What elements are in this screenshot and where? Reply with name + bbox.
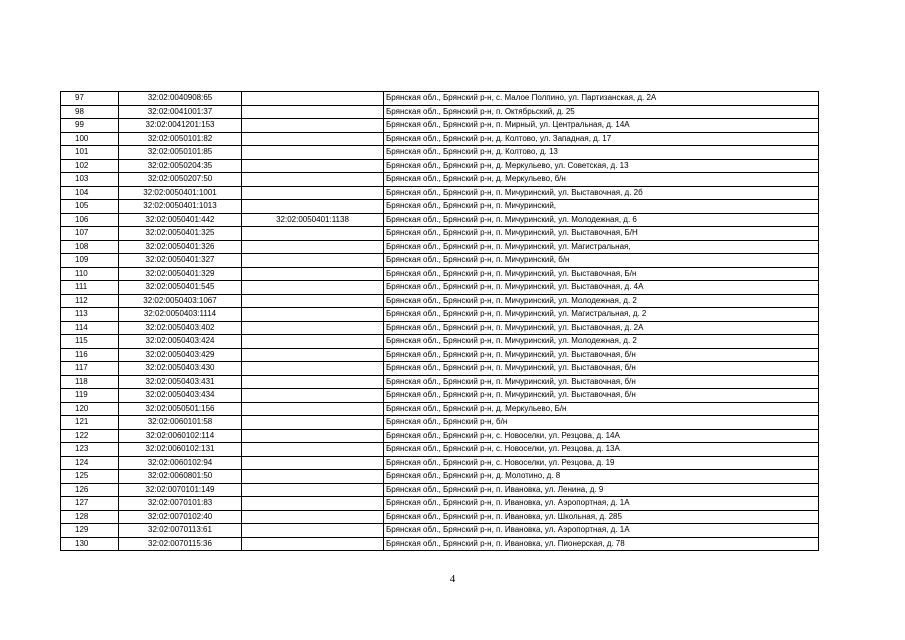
table-row: [61, 227, 819, 241]
row-number-cell: 123: [61, 443, 119, 457]
row-number-cell: 129: [61, 524, 119, 538]
address-table-body: [61, 92, 819, 551]
address-cell: Брянская обл., Брянский р-н, б/н: [384, 416, 819, 430]
additional-cadastral-number-cell: [242, 267, 384, 281]
additional-cadastral-number-cell: [242, 132, 384, 146]
cadastral-number-cell: 32:02:0050401:1001: [119, 186, 242, 200]
table-row: [61, 524, 819, 538]
address-cell: Брянская обл., Брянский р-н, п. Мичуринский, ул. Выставочная, д. 4А: [384, 281, 819, 295]
additional-cadastral-number-cell: [242, 321, 384, 335]
additional-cadastral-number-cell: [242, 483, 384, 497]
cadastral-number-cell: 32:02:0041201:153: [119, 119, 242, 133]
row-number-cell: 122: [61, 429, 119, 443]
address-cell: Брянская обл., Брянский р-н, д. Колтово, ул. Западная, д. 17: [384, 132, 819, 146]
row-number-cell: 114: [61, 321, 119, 335]
cadastral-number-cell: 32:02:0050403:424: [119, 335, 242, 349]
row-number-cell: 119: [61, 389, 119, 403]
row-number-cell: 101: [61, 146, 119, 160]
cadastral-number-cell: 32:02:0050403:431: [119, 375, 242, 389]
cadastral-number-cell: 32:02:0050403:434: [119, 389, 242, 403]
additional-cadastral-number-cell: [242, 416, 384, 430]
cadastral-number-cell: 32:02:0040908:65: [119, 92, 242, 106]
cadastral-number-cell: 32:02:0050401:327: [119, 254, 242, 268]
table-row: [61, 389, 819, 403]
additional-cadastral-number-cell: [242, 497, 384, 511]
table-row: [61, 335, 819, 349]
cadastral-number-cell: 32:02:0050401:1013: [119, 200, 242, 214]
cadastral-number-cell: 32:02:0070101:83: [119, 497, 242, 511]
table-row: [61, 173, 819, 187]
address-cell: Брянская обл., Брянский р-н, д. Молотино, д. 8: [384, 470, 819, 484]
row-number-cell: 99: [61, 119, 119, 133]
table-row: [61, 510, 819, 524]
cadastral-number-cell: 32:02:0060801:50: [119, 470, 242, 484]
row-number-cell: 128: [61, 510, 119, 524]
address-cell: Брянская обл., Брянский р-н, д. Меркульево, Б/н: [384, 402, 819, 416]
cadastral-number-cell: 32:02:0060102:94: [119, 456, 242, 470]
row-number-cell: 104: [61, 186, 119, 200]
table-row: [61, 281, 819, 295]
additional-cadastral-number-cell: [242, 443, 384, 457]
address-cell: Брянская обл., Брянский р-н, п. Мичуринский, ул. Молодежная, д. 2: [384, 294, 819, 308]
additional-cadastral-number-cell: [242, 173, 384, 187]
additional-cadastral-number-cell: [242, 362, 384, 376]
row-number-cell: 121: [61, 416, 119, 430]
cadastral-number-cell: 32:02:0050101:85: [119, 146, 242, 160]
additional-cadastral-number-cell: [242, 159, 384, 173]
table-row: [61, 186, 819, 200]
row-number-cell: 111: [61, 281, 119, 295]
table-row: [61, 537, 819, 551]
address-cell: Брянская обл., Брянский р-н, п. Мичуринский, ул. Выставочная, б/н: [384, 389, 819, 403]
additional-cadastral-number-cell: [242, 281, 384, 295]
cadastral-number-cell: 32:02:0060101:58: [119, 416, 242, 430]
row-number-cell: 103: [61, 173, 119, 187]
cadastral-number-cell: 32:02:0050401:325: [119, 227, 242, 241]
row-number-cell: 124: [61, 456, 119, 470]
address-cell: Брянская обл., Брянский р-н, с. Новоселки, ул. Резцова, д. 14А: [384, 429, 819, 443]
address-cell: Брянская обл., Брянский р-н, п. Ивановка, ул. Аэропортная, д. 1А: [384, 497, 819, 511]
address-cell: Брянская обл., Брянский р-н, п. Ивановка, ул. Школьная, д. 285: [384, 510, 819, 524]
row-number-cell: 98: [61, 105, 119, 119]
cadastral-number-cell: 32:02:0060102:131: [119, 443, 242, 457]
address-cell: Брянская обл., Брянский р-н, п. Мичуринский, ул. Выставочная, Б/Н: [384, 227, 819, 241]
address-cell: Брянская обл., Брянский р-н, п. Ивановка, ул. Ленина, д. 9: [384, 483, 819, 497]
row-number-cell: 116: [61, 348, 119, 362]
cadastral-number-cell: 32:02:0050204:35: [119, 159, 242, 173]
cadastral-number-cell: 32:02:0050207:50: [119, 173, 242, 187]
additional-cadastral-number-cell: 32:02:0050401:1138: [242, 213, 384, 227]
additional-cadastral-number-cell: [242, 510, 384, 524]
additional-cadastral-number-cell: [242, 537, 384, 551]
row-number-cell: 102: [61, 159, 119, 173]
address-cell: Брянская обл., Брянский р-н, п. Мичуринский, ул. Магистральная, д. 2: [384, 308, 819, 322]
address-cell: Брянская обл., Брянский р-н, п. Октябрьский, д. 25: [384, 105, 819, 119]
additional-cadastral-number-cell: [242, 254, 384, 268]
cadastral-number-cell: 32:02:0050403:429: [119, 348, 242, 362]
cadastral-number-cell: 32:02:0070101:149: [119, 483, 242, 497]
address-cell: Брянская обл., Брянский р-н, п. Мичуринский, ул. Выставочная, б/н: [384, 348, 819, 362]
table-row: [61, 470, 819, 484]
additional-cadastral-number-cell: [242, 186, 384, 200]
row-number-cell: 117: [61, 362, 119, 376]
table-row: [61, 200, 819, 214]
address-cell: Брянская обл., Брянский р-н, п. Ивановка, ул. Пионерская, д. 78: [384, 537, 819, 551]
row-number-cell: 118: [61, 375, 119, 389]
cadastral-number-cell: 32:02:0050401:326: [119, 240, 242, 254]
additional-cadastral-number-cell: [242, 389, 384, 403]
cadastral-number-cell: 32:02:0050401:442: [119, 213, 242, 227]
address-cell: Брянская обл., Брянский р-н, д. Колтово, д. 13: [384, 146, 819, 160]
address-cell: Брянская обл., Брянский р-н, п. Мичуринский, ул. Выставочная, б/н: [384, 362, 819, 376]
address-cell: Брянская обл., Брянский р-н, с. Малое Полпино, ул. Партизанская, д. 2А: [384, 92, 819, 106]
table-row: [61, 497, 819, 511]
table-row: [61, 92, 819, 106]
row-number-cell: 107: [61, 227, 119, 241]
cadastral-number-cell: 32:02:0070102:40: [119, 510, 242, 524]
additional-cadastral-number-cell: [242, 227, 384, 241]
additional-cadastral-number-cell: [242, 200, 384, 214]
cadastral-number-cell: 32:02:0050403:1114: [119, 308, 242, 322]
table-row: [61, 321, 819, 335]
page-number: 4: [449, 573, 456, 585]
address-cell: Брянская обл., Брянский р-н, п. Мичуринский, ул. Выставочная, д. 2А: [384, 321, 819, 335]
additional-cadastral-number-cell: [242, 294, 384, 308]
row-number-cell: 106: [61, 213, 119, 227]
cadastral-number-cell: 32:02:0050401:329: [119, 267, 242, 281]
table-row: [61, 483, 819, 497]
row-number-cell: 112: [61, 294, 119, 308]
cadastral-number-cell: 32:02:0070113:61: [119, 524, 242, 538]
cadastral-number-cell: 32:02:0050403:402: [119, 321, 242, 335]
additional-cadastral-number-cell: [242, 119, 384, 133]
table-row: [61, 416, 819, 430]
cadastral-number-cell: 32:02:0041001:37: [119, 105, 242, 119]
address-cell: Брянская обл., Брянский р-н, д. Меркульево, б/н: [384, 173, 819, 187]
table-row: [61, 362, 819, 376]
table-row: [61, 375, 819, 389]
row-number-cell: 109: [61, 254, 119, 268]
row-number-cell: 130: [61, 537, 119, 551]
table-row: [61, 456, 819, 470]
table-row: [61, 348, 819, 362]
additional-cadastral-number-cell: [242, 429, 384, 443]
address-cell: Брянская обл., Брянский р-н, п. Мичуринский, б/н: [384, 254, 819, 268]
address-cell: Брянская обл., Брянский р-н, п. Мичуринский, ул. Выставочная, Б/н: [384, 267, 819, 281]
address-cell: Брянская обл., Брянский р-н, п. Мичуринский, ул. Магистральная,: [384, 240, 819, 254]
row-number-cell: 120: [61, 402, 119, 416]
address-table: [60, 91, 819, 551]
row-number-cell: 100: [61, 132, 119, 146]
row-number-cell: 127: [61, 497, 119, 511]
additional-cadastral-number-cell: [242, 375, 384, 389]
table-row: [61, 443, 819, 457]
additional-cadastral-number-cell: [242, 335, 384, 349]
row-number-cell: 105: [61, 200, 119, 214]
cadastral-number-cell: 32:02:0050401:545: [119, 281, 242, 295]
additional-cadastral-number-cell: [242, 524, 384, 538]
row-number-cell: 97: [61, 92, 119, 106]
address-cell: Брянская обл., Брянский р-н, п. Мирный, ул. Центральная, д. 14А: [384, 119, 819, 133]
address-cell: Брянская обл., Брянский р-н, п. Мичуринский, ул. Выставочная, б/н: [384, 375, 819, 389]
table-row: [61, 119, 819, 133]
cadastral-number-cell: 32:02:0050501:156: [119, 402, 242, 416]
row-number-cell: 108: [61, 240, 119, 254]
cadastral-number-cell: 32:02:0050101:82: [119, 132, 242, 146]
table-row: [61, 132, 819, 146]
cadastral-number-cell: 32:02:0050403:430: [119, 362, 242, 376]
table-row: [61, 308, 819, 322]
address-cell: Брянская обл., Брянский р-н, п. Мичуринский, ул. Выставочная, д. 2б: [384, 186, 819, 200]
table-row: [61, 105, 819, 119]
address-cell: Брянская обл., Брянский р-н, д. Меркульево, ул. Советская, д. 13: [384, 159, 819, 173]
address-cell: Брянская обл., Брянский р-н, с. Новоселки, ул. Резцова, д. 13А: [384, 443, 819, 457]
table-row: [61, 159, 819, 173]
additional-cadastral-number-cell: [242, 105, 384, 119]
row-number-cell: 115: [61, 335, 119, 349]
cadastral-number-cell: 32:02:0070115:36: [119, 537, 242, 551]
cadastral-number-cell: 32:02:0050403:1067: [119, 294, 242, 308]
address-cell: Брянская обл., Брянский р-н, п. Мичуринский,: [384, 200, 819, 214]
row-number-cell: 110: [61, 267, 119, 281]
additional-cadastral-number-cell: [242, 348, 384, 362]
row-number-cell: 126: [61, 483, 119, 497]
additional-cadastral-number-cell: [242, 308, 384, 322]
address-cell: Брянская обл., Брянский р-н, с. Новоселки, ул. Резцова, д. 19: [384, 456, 819, 470]
additional-cadastral-number-cell: [242, 92, 384, 106]
address-cell: Брянская обл., Брянский р-н, п. Мичуринский, ул. Молодежная, д. 6: [384, 213, 819, 227]
additional-cadastral-number-cell: [242, 146, 384, 160]
table-row: [61, 213, 819, 227]
address-cell: Брянская обл., Брянский р-н, п. Ивановка, ул. Аэропортная, д. 1А: [384, 524, 819, 538]
table-row: [61, 429, 819, 443]
row-number-cell: 113: [61, 308, 119, 322]
additional-cadastral-number-cell: [242, 402, 384, 416]
table-row: [61, 146, 819, 160]
table-row: [61, 240, 819, 254]
address-cell: Брянская обл., Брянский р-н, п. Мичуринский, ул. Молодежная, д. 2: [384, 335, 819, 349]
table-row: [61, 267, 819, 281]
additional-cadastral-number-cell: [242, 470, 384, 484]
additional-cadastral-number-cell: [242, 456, 384, 470]
cadastral-number-cell: 32:02:0060102:114: [119, 429, 242, 443]
additional-cadastral-number-cell: [242, 240, 384, 254]
table-row: [61, 294, 819, 308]
row-number-cell: 125: [61, 470, 119, 484]
table-row: [61, 254, 819, 268]
table-row: [61, 402, 819, 416]
